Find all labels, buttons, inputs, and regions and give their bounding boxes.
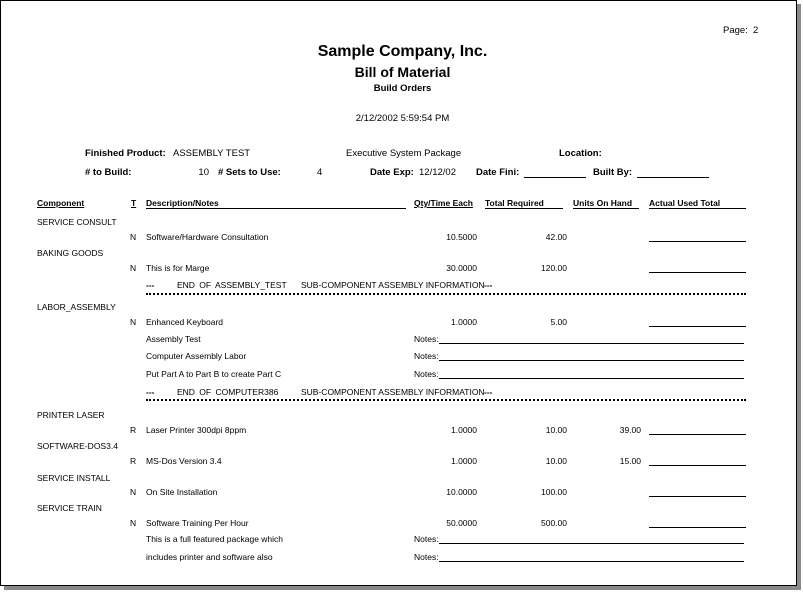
component-description: This is for Marge [146,263,210,273]
report-subtitle: Build Orders [373,83,432,94]
actual-used-blank [649,465,746,466]
company-name: Sample Company, Inc. [317,43,488,60]
notes-blank [439,360,744,361]
date-fini-label: Date Fini: [476,167,520,178]
section-divider [146,399,746,401]
notes-blank [439,378,744,379]
component-name: SOFTWARE-DOS3.4 [37,441,118,451]
section-dashes: --- [484,280,493,290]
date-exp-value: 12/12/02 [419,167,456,178]
actual-used-blank [649,434,746,435]
actual-used-blank [649,496,746,497]
notes-label: Notes: [414,552,439,562]
section-info-label: SUB-COMPONENT ASSEMBLY INFORMATION [301,280,485,290]
component-type: N [130,487,137,497]
actual-used-blank [649,527,746,528]
component-type: R [130,425,137,435]
component-description: On Site Installation [146,487,218,497]
component-name: SERVICE CONSULT [37,217,117,227]
to-build-label: # to Build: [85,167,132,178]
date-fini-blank [524,177,586,178]
component-type: N [130,518,137,528]
to-build-value: 10 [198,167,209,178]
component-type: N [130,263,137,273]
units-on-hand: 39.00 [619,425,641,435]
built-by-blank [637,177,709,178]
qty-each: 30.0000 [446,263,477,273]
sets-to-use-value: 4 [317,167,323,178]
component-note: Assembly Test [146,334,201,344]
qty-each: 1.0000 [451,317,477,327]
total-required: 10.00 [545,456,567,466]
finished-product-label: Finished Product: [85,148,166,159]
qty-each: 10.0000 [446,487,477,497]
total-required: 100.00 [541,487,567,497]
section-end-label: END OF ASSEMBLY_TEST [177,280,287,290]
component-description: Laser Printer 300dpi 8ppm [146,425,247,435]
notes-blank [439,343,744,344]
component-description: Enhanced Keyboard [146,317,224,327]
col-qty: Qty/Time Each [414,198,473,208]
notes-label: Notes: [414,334,439,344]
component-type: N [130,317,137,327]
col-units-on-hand: Units On Hand [573,198,639,209]
col-component: Component [37,198,85,208]
qty-each: 10.5000 [446,232,477,242]
component-note: This is a full featured package which [146,534,284,544]
notes-label: Notes: [414,369,439,379]
component-name: SERVICE INSTALL [37,473,111,483]
section-dashes: --- [484,387,493,397]
actual-used-blank [649,272,746,273]
sets-to-use-label: # Sets to Use: [218,167,281,178]
actual-used-blank [649,241,746,242]
component-note: includes printer and software also [146,552,273,562]
component-description: MS-Dos Version 3.4 [146,456,222,466]
page-label: Page: [723,25,748,36]
notes-blank [439,561,744,562]
product-description: Executive System Package [346,148,462,159]
col-total-required: Total Required [485,198,563,209]
section-dashes: --- [146,387,155,397]
section-end-label: END OF COMPUTER386 [177,387,279,397]
section-info-label: SUB-COMPONENT ASSEMBLY INFORMATION [301,387,485,397]
col-description: Description/Notes [146,198,406,209]
component-type: R [130,456,137,466]
finished-product-value: ASSEMBLY TEST [173,148,251,159]
qty-each: 1.0000 [451,425,477,435]
qty-each: 1.0000 [451,456,477,466]
page-number: 2 [753,25,759,36]
actual-used-blank [649,326,746,327]
units-on-hand: 15.00 [619,456,641,466]
component-description: Software Training Per Hour [146,518,249,528]
report-datetime: 2/12/2002 5:59:54 PM [355,113,450,124]
qty-each: 50.0000 [446,518,477,528]
component-note: Put Part A to Part B to create Part C [146,369,282,379]
total-required: 42.00 [545,232,567,242]
total-required: 500.00 [541,518,567,528]
total-required: 5.00 [550,317,567,327]
component-note: Computer Assembly Labor [146,351,247,361]
component-name: BAKING GOODS [37,248,104,258]
section-dashes: --- [146,280,155,290]
component-description: Software/Hardware Consultation [146,232,269,242]
total-required: 10.00 [545,425,567,435]
notes-blank [439,543,744,544]
built-by-label: Built By: [593,167,633,178]
component-type: N [130,232,137,242]
component-name: PRINTER LASER [37,410,105,420]
notes-label: Notes: [414,534,439,544]
notes-label: Notes: [414,351,439,361]
report-title: Bill of Material [354,64,451,80]
col-type: T [131,198,137,208]
component-name: LABOR_ASSEMBLY [37,302,116,312]
total-required: 120.00 [541,263,567,273]
section-divider [146,293,746,295]
location-label: Location: [559,148,602,159]
component-name: SERVICE TRAIN [37,503,102,513]
date-exp-label: Date Exp: [370,167,414,178]
col-actual-used: Actual Used Total [649,198,746,209]
